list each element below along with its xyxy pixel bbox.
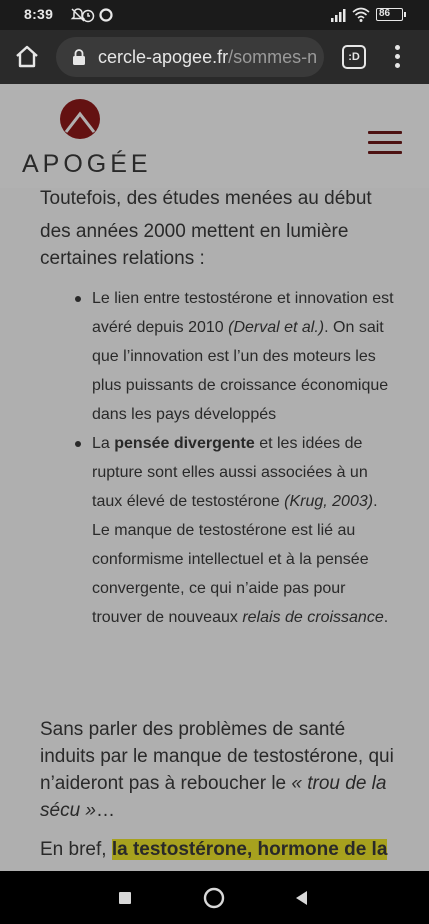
emphasis: « trou de la sécu » [40,773,387,821]
status-bar [0,0,429,30]
wifi-icon [352,7,370,23]
dim-overlay [0,84,429,871]
url-domain: cercle-apogee.fr [98,47,229,67]
web-page [0,84,429,871]
intro-line-2: certaines relations : [40,248,205,269]
address-bar[interactable] [56,37,324,77]
lock-icon [72,48,86,66]
home-icon[interactable] [10,40,44,74]
alarm-icon [80,7,96,23]
back-triangle-icon[interactable] [290,886,314,910]
health-paragraph: Sans parler des problèmes de santé induits par le manque de testostérone, qui n’aideront pas à reboucher le « trou de la sécu »… [40,719,394,821]
more-vert-icon[interactable] [388,42,408,72]
citation: (Krug, 2003) [284,493,374,510]
system-nav-bar [0,871,429,924]
highlighted-text: la testostérone, hormone de la [111,839,388,860]
browser-toolbar [0,30,429,84]
home-circle-icon[interactable] [202,886,226,910]
intro-line-1: des années 2000 mettent en lumière [40,221,349,242]
url-text [98,47,317,68]
summary-paragraph: En bref, la testostérone, hormone de la [40,839,388,860]
intro-line-clipped: Toutefois, des études menées au début [40,188,372,209]
tab-switcher-icon[interactable] [342,45,366,69]
bold-term: pensée divergente [114,435,255,452]
list-item: La pensée divergente et les idées de rupture sont elles aussi associées à un taux élevé de testostérone (Krug, 2003). Le manque de testostérone est lié au conformisme intellectuel et à la pensée convergente, ce qui n’aide pas pour trouver de nouveaux relais de croissance. [92,429,397,632]
circle-app-icon [98,7,114,23]
tab-label: :D [348,51,360,63]
battery-icon [376,8,403,21]
citation: (Derval et al.) [228,319,325,336]
url-path: /sommes-n [228,47,318,67]
emphasis: relais de croissance [242,609,384,626]
site-logo-text[interactable]: APOGÉE [22,150,152,178]
recents-square-icon[interactable] [113,886,137,910]
battery-level: 86 [379,8,391,19]
signal-icon [330,7,348,23]
status-time: 8:39 [24,6,54,22]
list-item: Le lien entre testostérone et innovation est avéré depuis 2010 (Derval et al.). On sait que l’innovation est l’un des moteurs les plus puissants de croissance économique dans les pays développés [92,284,397,429]
